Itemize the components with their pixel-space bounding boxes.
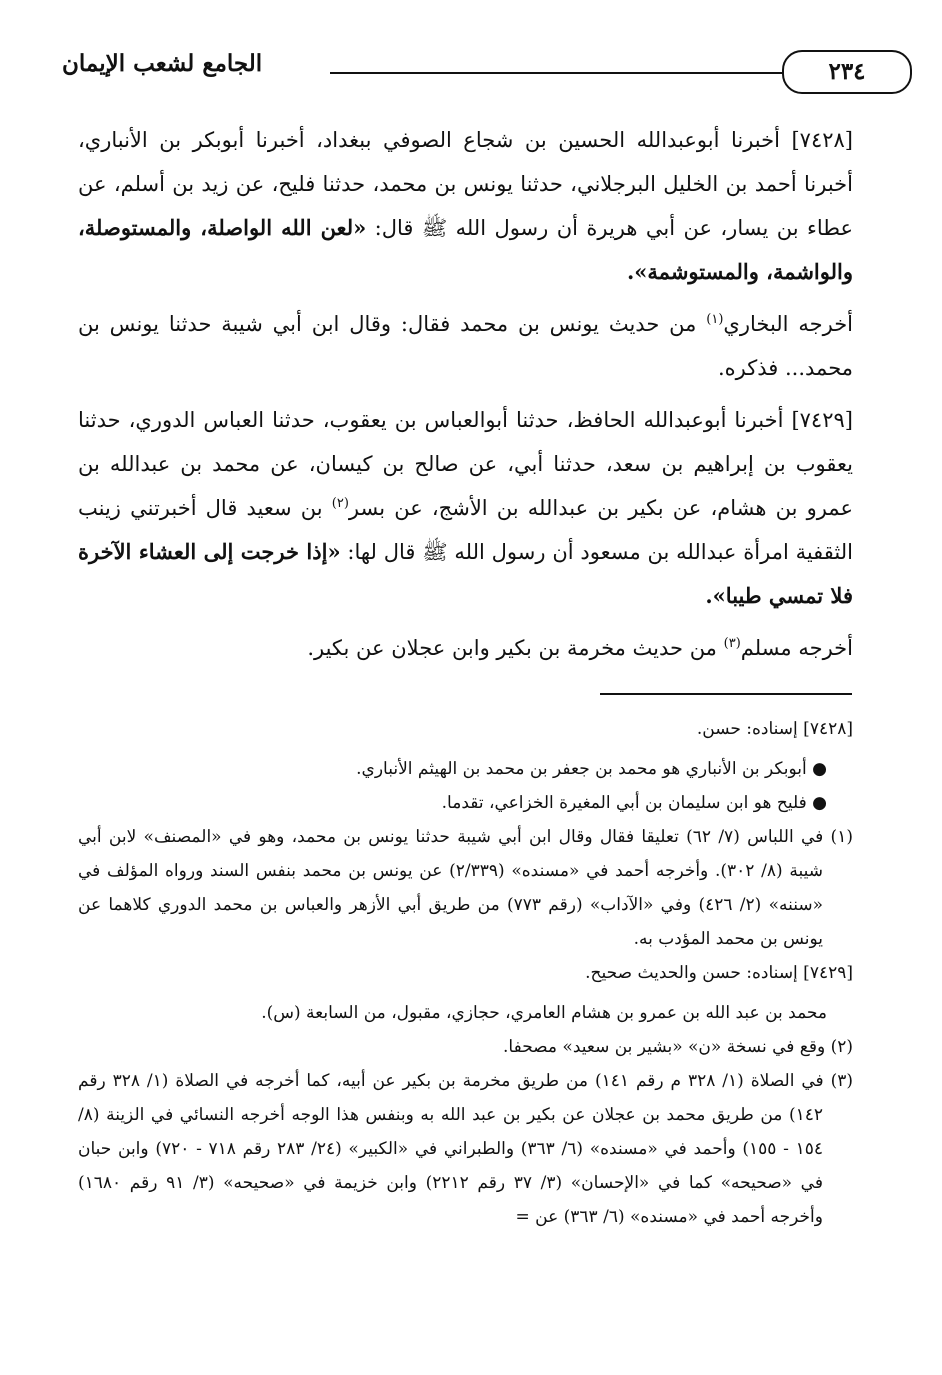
hadith-isnad: أخبرنا أبوعبدالله الحسين بن شجاع الصوفي ببغداد، أخبرنا أبوبكر بن الأنباري، أخبرنا أحمد بن الخليل البرجلاني، حدثنا يونس بن محمد، حدثنا فليح، عن زيد بن أسلم، عن عطاء بن يسار، عن أبي هريرة أن رسول الله ﷺ قال: — [78, 128, 853, 240]
isnad-grade-7428: [٧٤٢٨] إسناده: حسن. — [696, 719, 853, 739]
footnote-ref: (٣) — [723, 636, 741, 651]
hadith-7428 — [78, 118, 853, 294]
footnote-3: (٣) في الصلاة (١/ ٣٢٨ م رقم ١٤١) من طريق مخرمة بن بكير عن أبيه، كما أخرجه في الصلاة (١/ ٣٢٨ رقم ١٤٢) من طريق محمد بن عجلان عن بكير بن عبد الله به وبنفس هذا الوجه أخرجه النسائي في الزينة (٨/ ١٥٤ - ١٥٥) وأحمد في «مسنده» (٦/ ٣٦٣) والطبراني في «الكبير» (٢٤/ ٢٨٣ رقم ٧١٨ - ٧٢٠) وابن حبان في «صحيحه» كما في «الإحسان» (٣/ ٣٧ رقم ٢٢١٢) وابن خزيمة في «صحيحه» (٣/ ٩١ رقم ١٦٨٠) وأخرجه أحمد في «مسنده» (٦/ ٣٦٣) عن = — [78, 1071, 853, 1227]
main-text — [78, 118, 853, 670]
takhrij-muslim — [78, 626, 853, 670]
hadith-number: [٧٤٢٨] — [791, 128, 853, 152]
footnote-2: (٢) وقع في نسخة «ن» «بشير بن سعيد» مصحفا. — [503, 1037, 853, 1057]
hadith-matn: «إذا خرجت إلى العشاء الآخرة فلا تمسي طيبا». — [78, 539, 853, 608]
hadith-isnad: أخبرنا أبوعبدالله الحافظ، حدثنا أبوالعباس بن يعقوب، حدثنا العباس الدوري، حدثنا يعقوب بن إبراهيم بن سعد، حدثنا أبي، عن صالح بن كيسان، عن محمد بن عبدالله بن عمرو بن هشام، عن بكير بن عبدالله بن الأشج، عن بسر — [78, 408, 853, 520]
page-header — [60, 40, 866, 100]
takhrij-text: من حديث مخرمة بن بكير وابن عجلان عن بكير. — [307, 636, 717, 660]
hadith-matn: «لعن الله الواصلة، والمستوصلة، والواشمة، والمستوشمة». — [78, 215, 853, 284]
footnote-1: (١) في اللباس (٧/ ٦٢) تعليقا فقال وقال ابن أبي شيبة حدثنا يونس بن محمد، وهو في «المصنف» لابن أبي شيبة (٨/ ٣٠٢). وأخرجه أحمد في «مسنده» (٢/٣٣٩) عن يونس بن محمد بنفس السند ورواه المؤلف في «سننه» (٢/ ٤٢٦) وفي «الآداب» (رقم ٧٧٣) من طريق أبي الأزهر والعباس بن محمد الدوري كلاهما عن يونس بن محمد المؤدب به. — [78, 827, 853, 949]
footnotes — [78, 712, 853, 1234]
page-number: ٢٣٤ — [782, 50, 912, 94]
takhrij-bukhari — [78, 302, 853, 390]
hadith-isnad: بن سعيد قال أخبرتني زينب الثقفية امرأة عبدالله بن مسعود أن رسول الله ﷺ قال لها: — [78, 496, 853, 564]
footnote-ref: (٢) — [331, 496, 349, 511]
header-rule — [330, 72, 835, 74]
footnote-ref: (١) — [706, 312, 724, 327]
hadith-number: [٧٤٢٩] — [791, 408, 853, 432]
narrator-note: ● أبوبكر بن الأنباري هو محمد بن جعفر بن محمد بن الهيثم الأنباري. — [356, 759, 827, 779]
hadith-7429 — [78, 398, 853, 618]
narrator-note: ● فليح هو ابن سليمان بن أبي المغيرة الخزاعي، تقدما. — [441, 793, 827, 813]
footnote-separator — [600, 693, 852, 695]
takhrij-text: من حديث يونس بن محمد فقال: وقال ابن أبي شيبة حدثنا يونس بن محمد... فذكره. — [78, 312, 853, 380]
isnad-grade-7429: [٧٤٢٩] إسناده: حسن والحديث صحيح. — [585, 963, 853, 983]
narrator-note: محمد بن عبد الله بن عمرو بن هشام العامري، حجازي، مقبول، من السابعة (س). — [261, 1003, 827, 1023]
running-title: الجامع لشعب الإيمان — [62, 50, 263, 77]
takhrij-text: أخرجه البخاري — [723, 312, 854, 336]
takhrij-text: أخرجه مسلم — [740, 636, 853, 660]
